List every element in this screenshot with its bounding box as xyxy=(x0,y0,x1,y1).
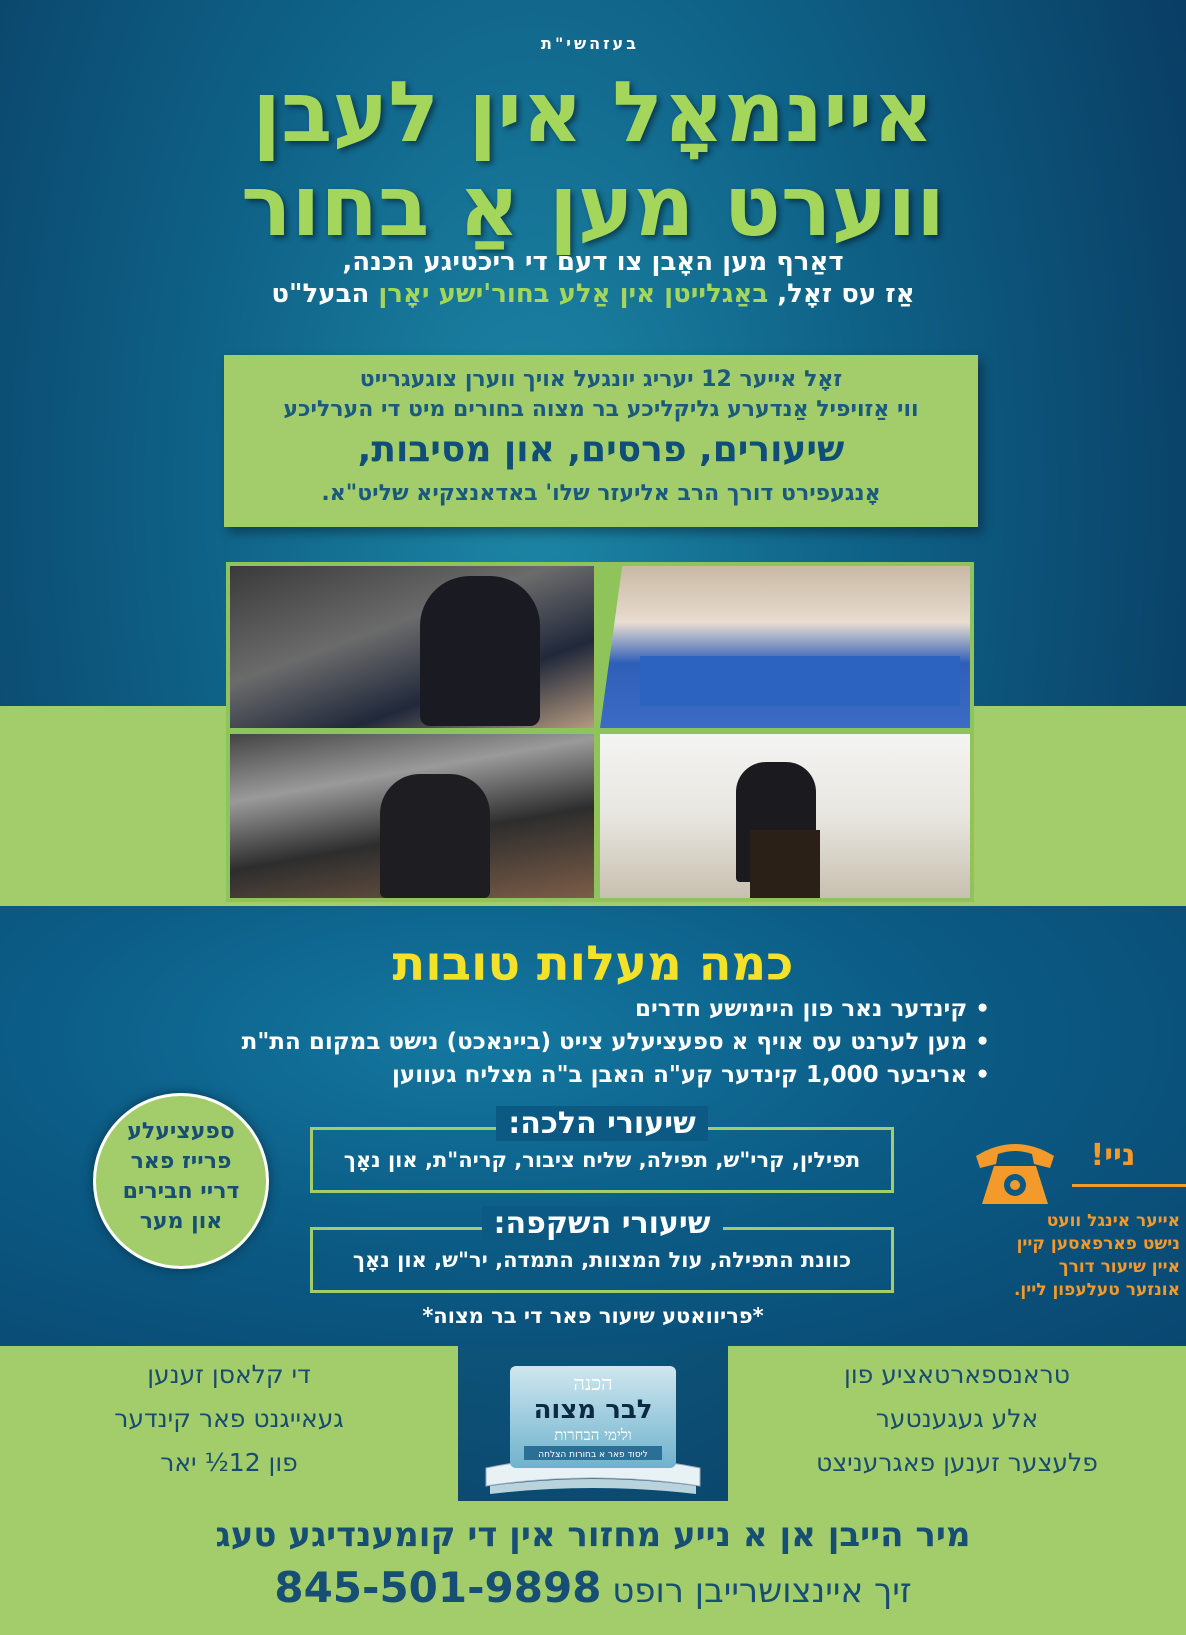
intro-line-4: אָנגעפירט דורך הרב אליעזר שלו' באדאנצקיא שליט"א. xyxy=(321,481,881,506)
svg-text:לבר מצוה: לבר מצוה xyxy=(533,1395,653,1425)
footer xyxy=(0,1501,1186,1635)
prize-line-3: דריי חבירים xyxy=(122,1179,240,1204)
intro-line-3: שיעורים, פרסים, און מסיבות, xyxy=(357,429,845,470)
age-line-3: פון 12½ יאר xyxy=(160,1448,298,1477)
prize-line-1: ספעציעלע xyxy=(127,1119,235,1144)
new-badge: ניי! xyxy=(1090,1138,1136,1173)
transport-line-3: פלעצער זענען פאגרעניצט xyxy=(816,1448,1098,1477)
intro-line-1: זאָל אייער 12 יעריג יונגעל אויך ווערן צוגעגרייט xyxy=(359,367,843,392)
phone-note-line: אייער אינגל וועט xyxy=(1046,1211,1180,1231)
phone-note-line: איין שיעור דורך xyxy=(1058,1257,1180,1277)
subhead-line-2 xyxy=(0,278,1186,310)
phone-note xyxy=(950,1210,1180,1302)
photo-3 xyxy=(230,734,594,898)
headline-line-1: איינמאָל אין לעבן xyxy=(252,63,934,161)
svg-text:הכנה: הכנה xyxy=(573,1371,613,1395)
private-note: *פריוואטע שיעור פאר די בר מצוה* xyxy=(422,1304,764,1328)
subhead-white-b: הבעל"ט xyxy=(271,279,379,309)
halacha-title-text: שיעורי הלכה: xyxy=(496,1106,708,1141)
hashkafa-body: כוונת התפילה, עול המצוות, התמדה, יר"ש, און נאָך xyxy=(352,1248,852,1272)
intro-box xyxy=(224,355,978,527)
headline-line-2: ווערט מען אַ בחור xyxy=(240,157,946,255)
bullet-2: • מען לערנט עס אויף א ספעציעלע צייט (ביינאכט) נישט במקום הת"ת xyxy=(241,1029,990,1055)
intro-line-2: ווי אַזויפיל אַנדערע גליקליכע בר מצוה בחורים מיט די הערליכע xyxy=(283,397,919,422)
hashkafa-title xyxy=(313,1206,891,1241)
hashkafa-title-text: שיעורי השקפה: xyxy=(482,1206,723,1241)
hachana-logo xyxy=(476,1360,710,1502)
photo-2 xyxy=(600,566,970,728)
section-title: כמה מעלות טובות xyxy=(392,936,794,992)
transport-panel xyxy=(728,1346,1186,1501)
bullet-1: • קינדער נאר פון היימישע חדרים xyxy=(635,996,990,1022)
phone-note-line: נישט פארפאסען קיין xyxy=(1016,1234,1180,1254)
footer-call-text: זיך איינצושרייבן רופט xyxy=(601,1571,912,1611)
photo-4 xyxy=(600,734,970,898)
svg-text:ליסוד פאר א בחורות הצלחה: ליסוד פאר א בחורות הצלחה xyxy=(538,1450,648,1460)
photo-1 xyxy=(230,566,594,728)
top-label: בעזהשי"ת xyxy=(541,34,639,53)
age-line-1: די קלאסן זענען xyxy=(147,1360,311,1389)
transport-line-2: אלע געגענטער xyxy=(875,1404,1039,1433)
halacha-body: תפילין, קרי"ש, תפילה, שליח ציבור, קריה"ת, און נאָך xyxy=(343,1148,861,1172)
phone-note-line: אונזער טעלעפון ליין. xyxy=(1013,1280,1180,1300)
prize-circle xyxy=(93,1093,269,1269)
svg-text:ולימי הבחרות: ולימי הבחרות xyxy=(554,1426,632,1444)
orange-rule xyxy=(1072,1184,1186,1187)
bullet-3: • אריבער 1,000 קינדער קע"ה האבן ב"ה מצליח געווען xyxy=(392,1062,990,1088)
photo-collage xyxy=(226,562,974,902)
phone-number[interactable]: 845-501-9898 xyxy=(274,1563,602,1612)
footer-line-1: מיר הייבן אן א נייע מחזור אין די קומענדיגע טעג xyxy=(215,1515,971,1555)
telephone-icon xyxy=(970,1130,1060,1210)
bullet-text: אריבער 1,000 קינדער קע"ה האבן ב"ה מצליח געווען xyxy=(392,1062,968,1088)
halacha-title xyxy=(313,1106,891,1141)
prize-line-4: און מער xyxy=(139,1209,223,1234)
bullet-text: מען לערנט עס אויף א ספעציעלע צייט (ביינאכט) נישט במקום הת"ת xyxy=(241,1029,968,1055)
transport-line-1: טראנספארטאציע פון xyxy=(844,1360,1070,1389)
prize-line-2: פרייז פאר xyxy=(130,1149,232,1174)
hashkafa-frame xyxy=(310,1206,894,1293)
subhead-line-1: דאַרף מען האָבן צו דעם די ריכטיגע הכנה, xyxy=(342,247,844,277)
subhead-green: באַגלייטן אין אַלע בחור'ישע יאָרן xyxy=(378,279,769,309)
subhead-white-a: אַז עס זאָל, xyxy=(768,279,915,309)
age-panel xyxy=(0,1346,458,1501)
footer-line-2 xyxy=(0,1563,1186,1612)
age-line-2: געאייגנט פאר קינדער xyxy=(114,1404,344,1433)
halacha-frame xyxy=(310,1106,894,1193)
bullet-text: קינדער נאר פון היימישע חדרים xyxy=(635,996,968,1022)
